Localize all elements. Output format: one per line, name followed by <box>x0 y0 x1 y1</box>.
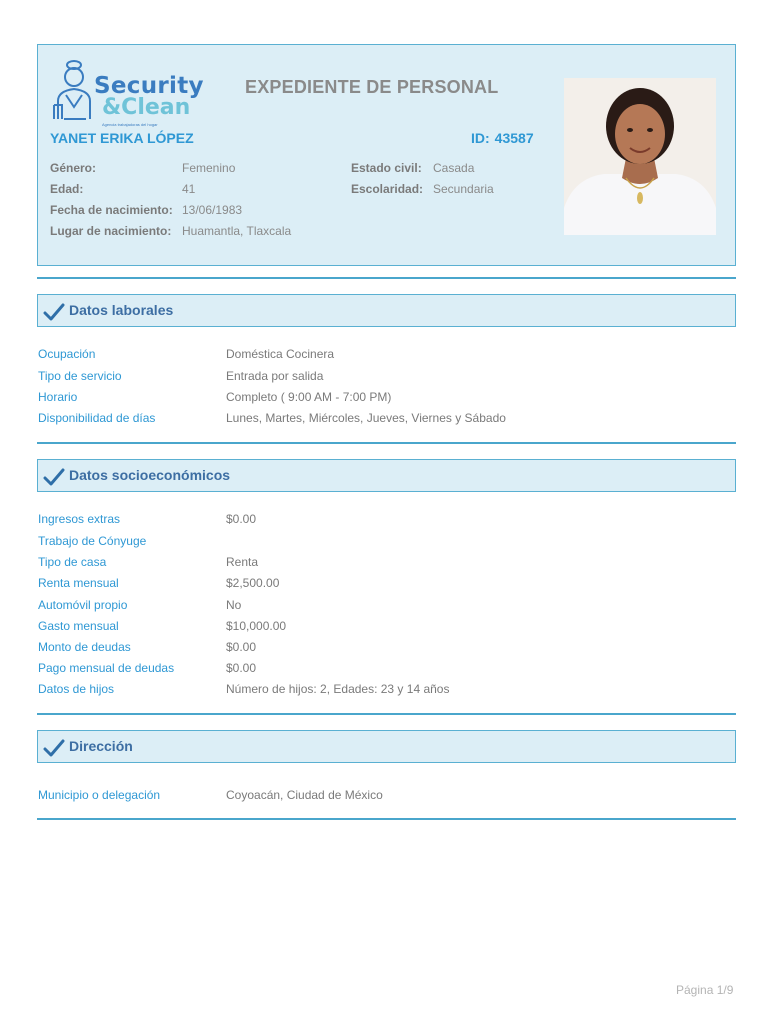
employee-name: YANET ERIKA LÓPEZ <box>50 130 194 146</box>
field-value: Lunes, Martes, Miércoles, Jueves, Viernes y Sábado <box>226 411 506 425</box>
security-clean-logo <box>52 55 222 133</box>
field-row <box>37 346 737 362</box>
field-label: Ingresos extras <box>38 512 121 526</box>
check-icon <box>43 467 65 487</box>
field-value: Entrada por salida <box>226 369 324 383</box>
profile-photo <box>564 78 716 235</box>
section-header-laborales <box>37 294 736 327</box>
field-row <box>37 575 737 591</box>
section-header-direccion <box>37 730 736 763</box>
check-icon <box>43 738 65 758</box>
field-label: Tipo de casa <box>38 555 107 569</box>
info-value: 41 <box>182 182 196 196</box>
field-value: $0.00 <box>226 640 257 654</box>
field-label: Tipo de servicio <box>38 369 122 383</box>
field-label: Disponibilidad de días <box>38 411 156 425</box>
field-row <box>37 533 737 549</box>
field-row <box>37 639 737 655</box>
field-label: Municipio o delegación <box>38 788 161 802</box>
field-label: Monto de deudas <box>38 640 131 654</box>
field-label: Datos de hijos <box>38 682 115 696</box>
field-row <box>37 389 737 405</box>
section-title: Dirección <box>69 738 133 754</box>
field-row <box>37 511 737 527</box>
maid-logo-icon <box>52 55 100 125</box>
field-label: Horario <box>38 390 78 404</box>
info-value: Huamantla, Tlaxcala <box>182 224 292 238</box>
logo-clean-text: &Clean <box>102 95 191 120</box>
field-row <box>37 681 737 697</box>
check-icon <box>43 302 65 322</box>
field-value: No <box>226 598 242 612</box>
field-label: Ocupación <box>38 347 96 361</box>
field-row <box>37 787 737 803</box>
field-value: $10,000.00 <box>226 619 287 633</box>
divider <box>37 713 736 715</box>
field-value: $0.00 <box>226 512 257 526</box>
info-label: Edad: <box>50 182 84 196</box>
field-label: Pago mensual de deudas <box>38 661 175 675</box>
info-value: Secundaria <box>433 182 494 196</box>
logo-tagline: Agencia trabajadoras del hogar <box>102 122 158 127</box>
field-row <box>37 618 737 634</box>
profile-photo-illustration <box>564 78 716 235</box>
page-number: Página 1/9 <box>676 983 734 997</box>
field-value: Renta <box>226 555 259 569</box>
section-title: Datos socioeconómicos <box>69 467 231 483</box>
info-value: 13/06/1983 <box>182 203 243 217</box>
divider <box>37 818 736 820</box>
info-label: Género: <box>50 161 97 175</box>
info-label: Lugar de nacimiento: <box>50 224 172 238</box>
field-value: $0.00 <box>226 661 257 675</box>
field-label: Automóvil propio <box>38 598 128 612</box>
field-row <box>37 410 737 426</box>
section-header-socioeconomicos <box>37 459 736 492</box>
field-value: Coyoacán, Ciudad de México <box>226 788 383 802</box>
divider <box>37 277 736 279</box>
field-label: Renta mensual <box>38 576 119 590</box>
employee-id-label: ID: <box>471 130 490 146</box>
field-label: Trabajo de Cónyuge <box>38 534 147 548</box>
divider <box>37 442 736 444</box>
field-row <box>37 597 737 613</box>
field-row <box>37 554 737 570</box>
field-label: Gasto mensual <box>38 619 119 633</box>
field-value: Completo ( 9:00 AM - 7:00 PM) <box>226 390 392 404</box>
field-value: Número de hijos: 2, Edades: 23 y 14 años <box>226 682 450 696</box>
info-value: Femenino <box>182 161 236 175</box>
document-title: EXPEDIENTE DE PERSONAL <box>245 77 499 97</box>
info-label: Escolaridad: <box>351 182 424 196</box>
info-label: Fecha de nacimiento: <box>50 203 173 217</box>
personnel-header-card <box>37 44 736 266</box>
field-row <box>37 368 737 384</box>
info-value: Casada <box>433 161 475 175</box>
field-row <box>37 660 737 676</box>
info-label: Estado civil: <box>351 161 422 175</box>
field-value: Doméstica Cocinera <box>226 347 335 361</box>
employee-id <box>471 130 534 146</box>
logo-security-text: Security <box>94 73 204 99</box>
employee-id-value: 43587 <box>494 130 534 146</box>
section-title: Datos laborales <box>69 302 174 318</box>
field-value: $2,500.00 <box>226 576 280 590</box>
